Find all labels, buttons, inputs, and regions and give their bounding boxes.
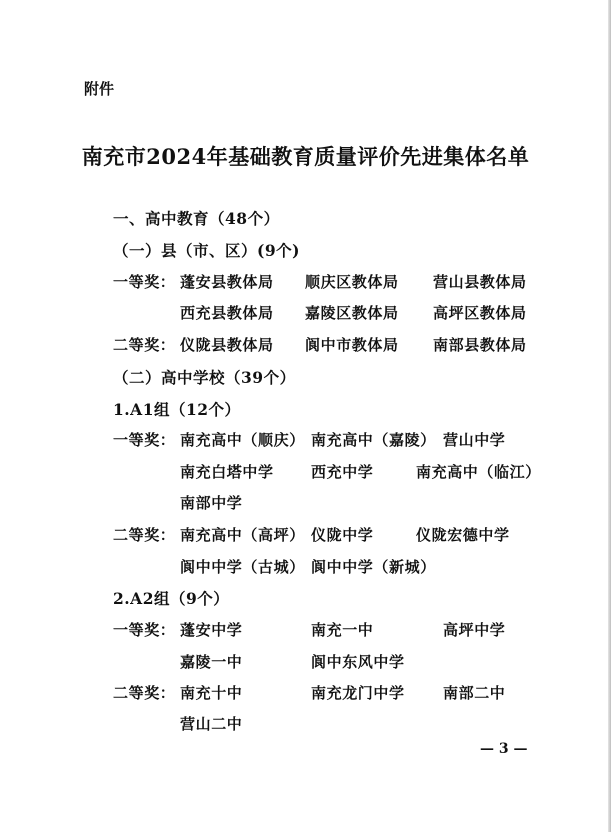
subsection-heading-counties: （一）县（市、区）(9个) bbox=[113, 241, 300, 260]
list-item: 嘉陵区教体局 bbox=[305, 304, 399, 322]
award-label-first: 一等奖： bbox=[113, 621, 176, 639]
award-label-first: 一等奖： bbox=[113, 273, 176, 291]
list-item: 仪陇县教体局 bbox=[180, 336, 274, 354]
list-item: 高坪区教体局 bbox=[433, 304, 527, 322]
list-item: 南充高中（顺庆） bbox=[180, 431, 305, 449]
list-item: 高坪中学 bbox=[443, 621, 506, 639]
list-item: 南充一中 bbox=[311, 621, 374, 639]
list-item: 营山二中 bbox=[180, 715, 243, 733]
list-item: 蓬安中学 bbox=[180, 621, 243, 639]
list-item: 南部二中 bbox=[443, 684, 506, 702]
page-number: — 3 — bbox=[480, 741, 528, 757]
list-item: 嘉陵一中 bbox=[180, 653, 243, 671]
list-item: 西充县教体局 bbox=[180, 304, 274, 322]
list-item: 蓬安县教体局 bbox=[180, 273, 274, 291]
award-label-second: 二等奖： bbox=[113, 526, 176, 544]
list-item: 阆中东风中学 bbox=[311, 653, 405, 671]
subsection-heading-high-schools: （二）高中学校（39个） bbox=[113, 368, 296, 387]
list-item: 西充中学 bbox=[311, 463, 374, 481]
group-heading-a2: 2.A2组（9个） bbox=[113, 589, 230, 608]
list-item: 阆中市教体局 bbox=[305, 336, 399, 354]
list-item: 南部县教体局 bbox=[433, 336, 527, 354]
list-item: 仪陇宏德中学 bbox=[416, 526, 510, 544]
list-item: 顺庆区教体局 bbox=[305, 273, 399, 291]
list-item: 阆中中学（古城） bbox=[180, 558, 305, 576]
list-item: 营山县教体局 bbox=[433, 273, 527, 291]
list-item: 仪陇中学 bbox=[311, 526, 374, 544]
award-label-second: 二等奖： bbox=[113, 684, 176, 702]
list-item: 南充高中（高坪） bbox=[180, 526, 305, 544]
attachment-label: 附件 bbox=[84, 80, 115, 98]
group-heading-a1: 1.A1组（12个） bbox=[113, 400, 241, 419]
list-item: 南充十中 bbox=[180, 684, 243, 702]
list-item: 阆中中学（新城） bbox=[311, 558, 436, 576]
list-item: 南部中学 bbox=[180, 494, 243, 512]
award-label-second: 二等奖： bbox=[113, 336, 176, 354]
document-title: 南充市2024年基础教育质量评价先进集体名单 bbox=[81, 144, 530, 169]
list-item: 南充白塔中学 bbox=[180, 463, 274, 481]
award-label-first: 一等奖： bbox=[113, 431, 176, 449]
list-item: 南充高中（临江） bbox=[416, 463, 541, 481]
list-item: 营山中学 bbox=[443, 431, 506, 449]
list-item: 南充龙门中学 bbox=[311, 684, 405, 702]
section-heading-high-school: 一、高中教育（48个） bbox=[113, 209, 280, 228]
list-item: 南充高中（嘉陵） bbox=[311, 431, 436, 449]
